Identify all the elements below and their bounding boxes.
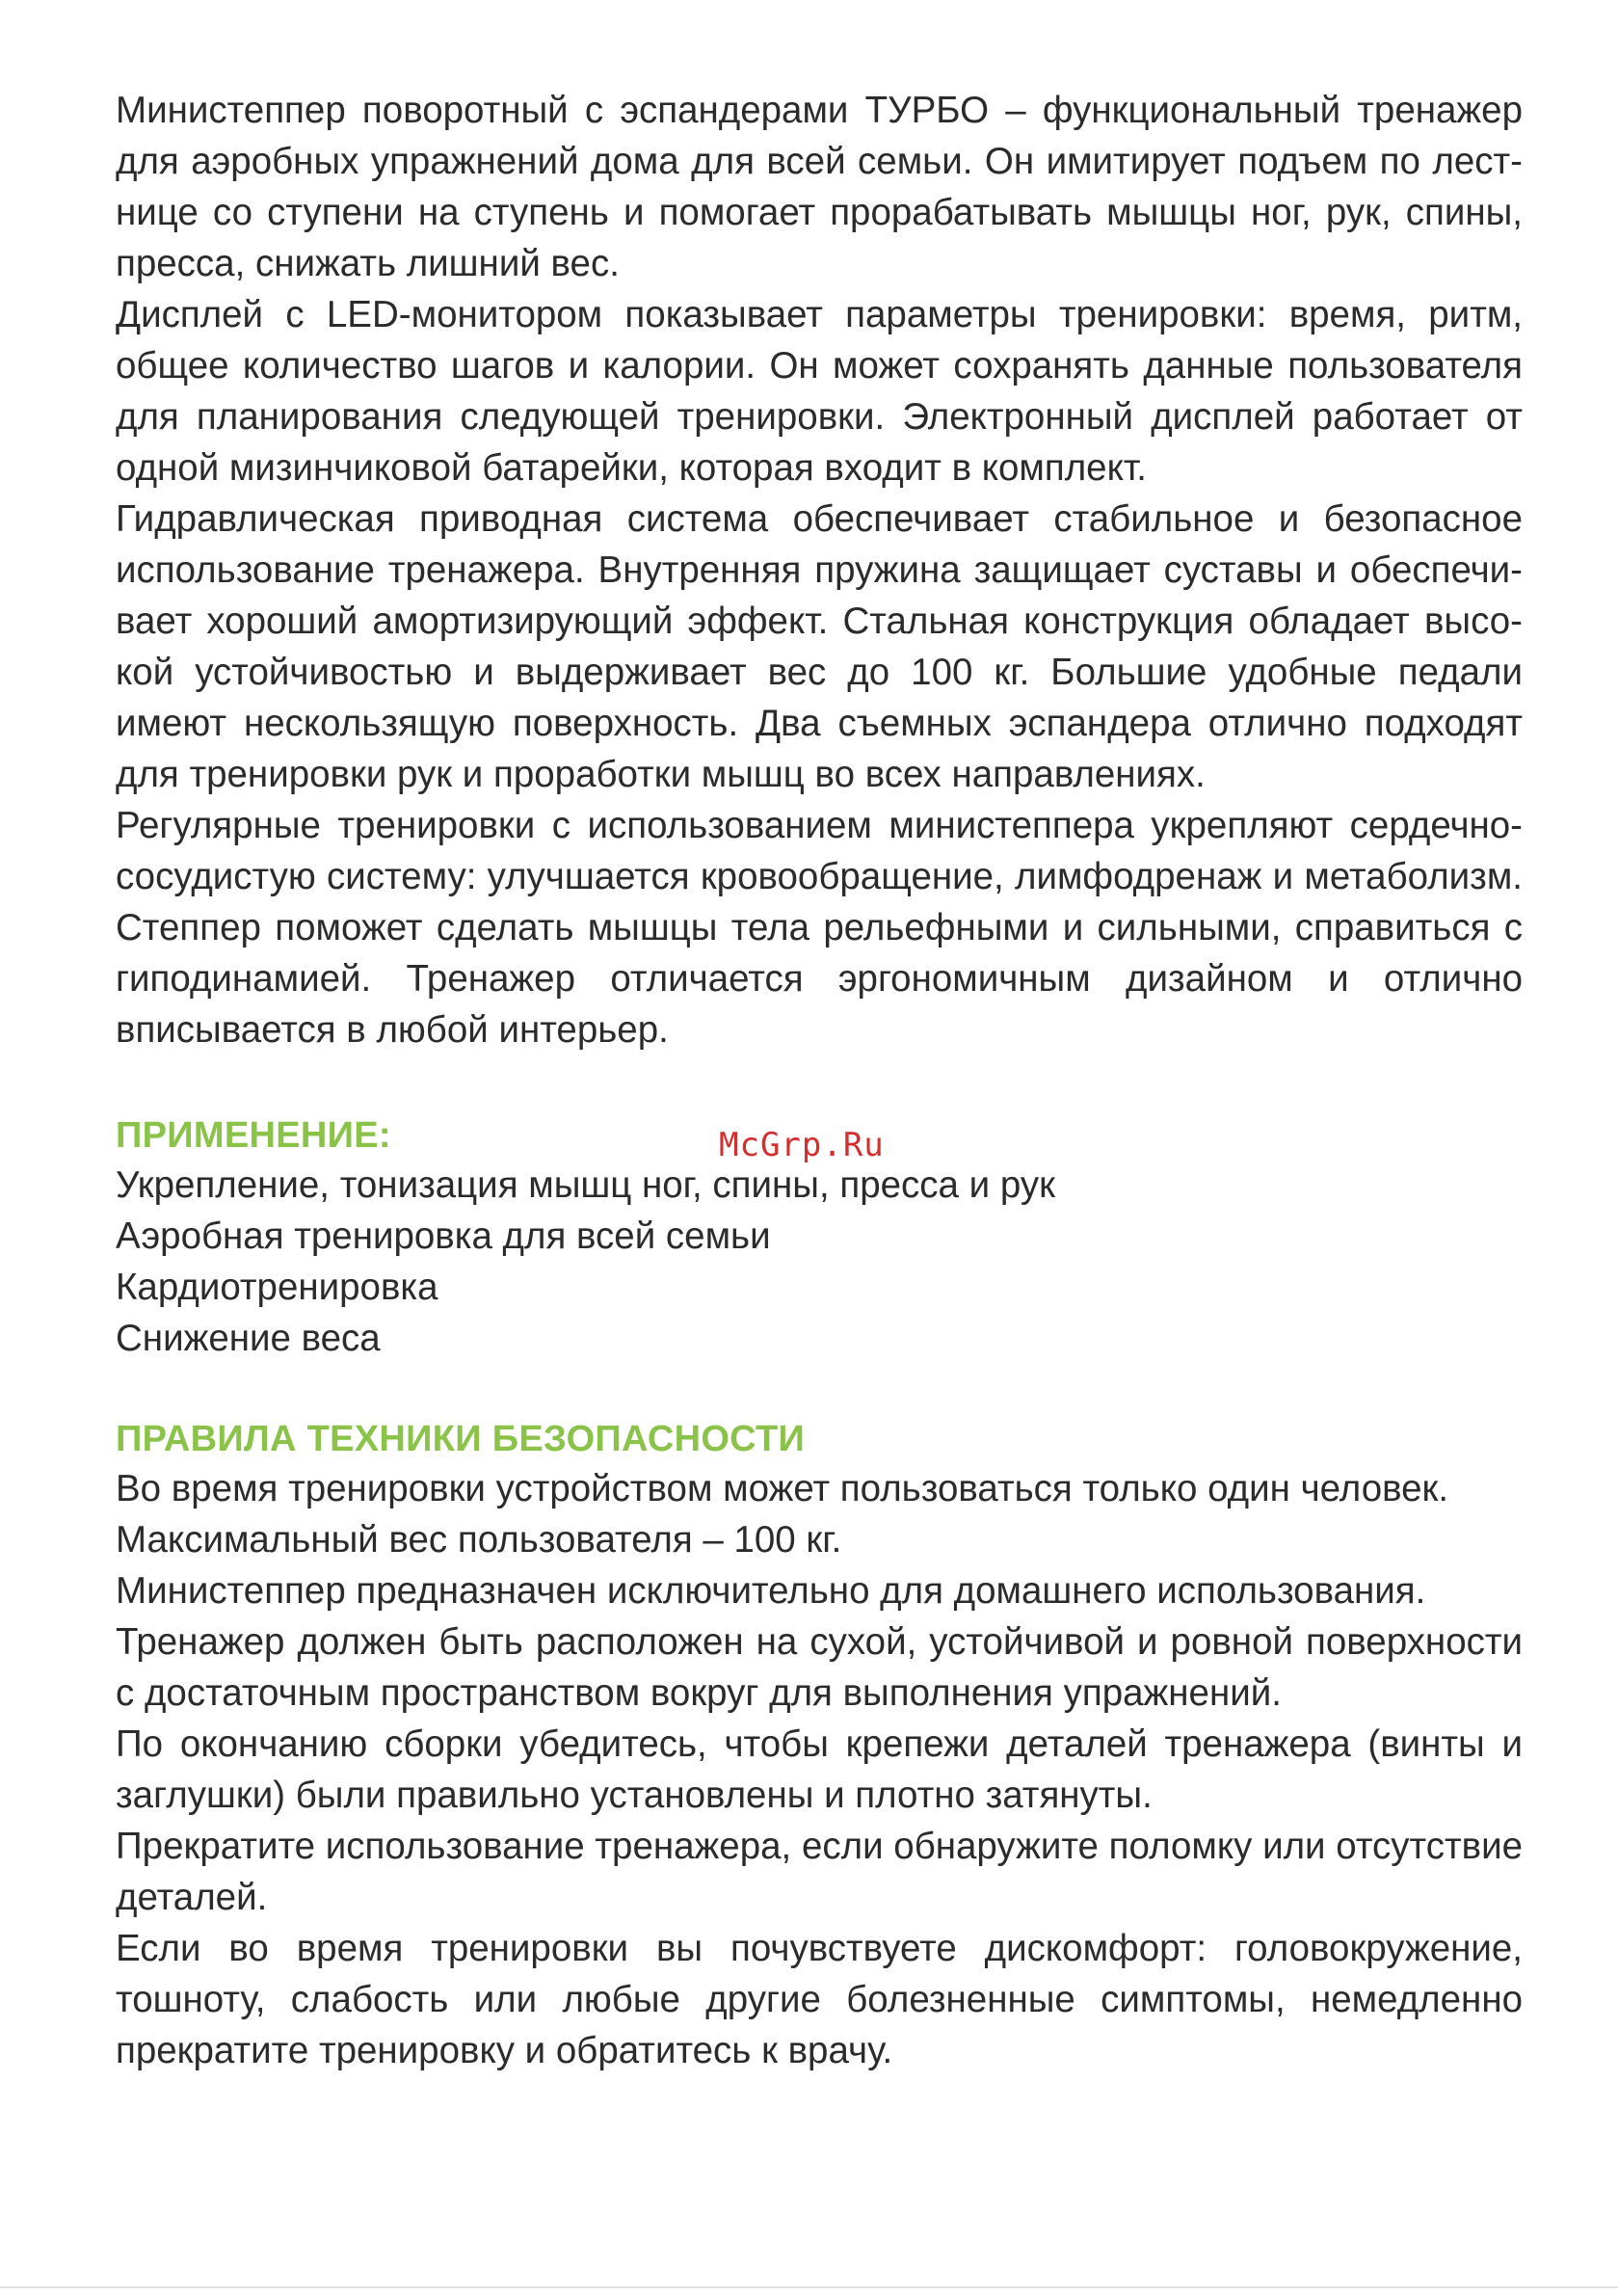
safety-item: Министеппер предназначен исключительно для домашнего использования. [116, 1570, 1426, 1612]
safety-item: Прекратите использование тренажера, если обнаружите поломку или отсутствие деталей. [116, 1826, 1523, 1918]
safety-item: Если во время тренировки вы почувствуете дискомфорт: головокружение, тошноту, слабость или любые другие болезненные симптомы, немедленно прекратите тренировку и обратитесь к врачу. [116, 1928, 1523, 2071]
safety-section [116, 1415, 1523, 2076]
intro-section [116, 85, 1523, 1055]
intro-paragraph: Гидравлическая приводная система обеспечивает стабильное и безопасное использование тренажера. Внутренняя пружина защищает суставы и обеспечивает хороший амортизирующий эффект. Стальная конструкция обладает высокой устойчивостью и выдерживает вес до 100 кг. Большие удобные педали имеют нескользящую поверхность. Два съемных эспандера отлично подходят для тренировки рук и проработки мышц во всех направлениях. [116, 498, 1523, 795]
intro-paragraph: Министеппер поворотный с эспандерами ТУРБО – функциональный тренажер для аэробных упражнений дома для всей семьи. Он имитирует подъем по лестнице со ступени на ступень и помогает прорабатывать мышцы ног, рук, спины, пресса, снижать лишний вес. [116, 90, 1523, 284]
safety-item: Во время тренировки устройством может пользоваться только один человек. [116, 1468, 1449, 1509]
document-page [116, 85, 1523, 2076]
page-bottom-divider [0, 2286, 1618, 2288]
safety-title: ПРАВИЛА ТЕХНИКИ БЕЗОПАСНОСТИ [116, 1419, 806, 1459]
usage-list [116, 1160, 1523, 1364]
usage-item: Аэробная тренировка для всей семьи [116, 1215, 771, 1257]
safety-item: По окончанию сборки убедитесь, чтобы крепежи деталей тренажера (винты и заглушки) были правильно установлены и плотно затянуты. [116, 1723, 1523, 1816]
usage-item: Укрепление, тонизация мышц ног, спины, пресса и рук [116, 1164, 1055, 1206]
intro-paragraph: Регулярные тренировки с использованием министеппера укрепляют сердечно-сосудистую систему: улучшается кровообращение, лимфодренаж и метаболизм. Степпер поможет сделать мышцы тела рельефными и сильными, справиться с гиподинамией. Тренажер отличается эргономичным дизайном и отлично вписывается в любой интерьер. [116, 805, 1523, 1051]
usage-title: ПРИМЕНЕНИЕ: [116, 1115, 391, 1156]
usage-item: Кардиотренировка [116, 1267, 438, 1308]
safety-list [116, 1463, 1523, 2076]
safety-item: Тренажер должен быть расположен на сухой, устойчивой и ровной поверхности с достаточным пространством вокруг для выполнения упражнений. [116, 1621, 1523, 1714]
safety-item: Максимальный вес пользователя – 100 кг. [116, 1519, 842, 1561]
watermark-text: McGrp.Ru [719, 1126, 885, 1164]
usage-item: Снижение веса [116, 1318, 381, 1359]
intro-paragraph: Дисплей с LED-монитором показывает параметры тренировки: время, ритм, общее количество шагов и калории. Он может сохранять данные пользователя для планирования следующей тренировки. Электронный дисплей работает от одной мизинчиковой батарейки, которая входит в комплект. [116, 294, 1523, 489]
